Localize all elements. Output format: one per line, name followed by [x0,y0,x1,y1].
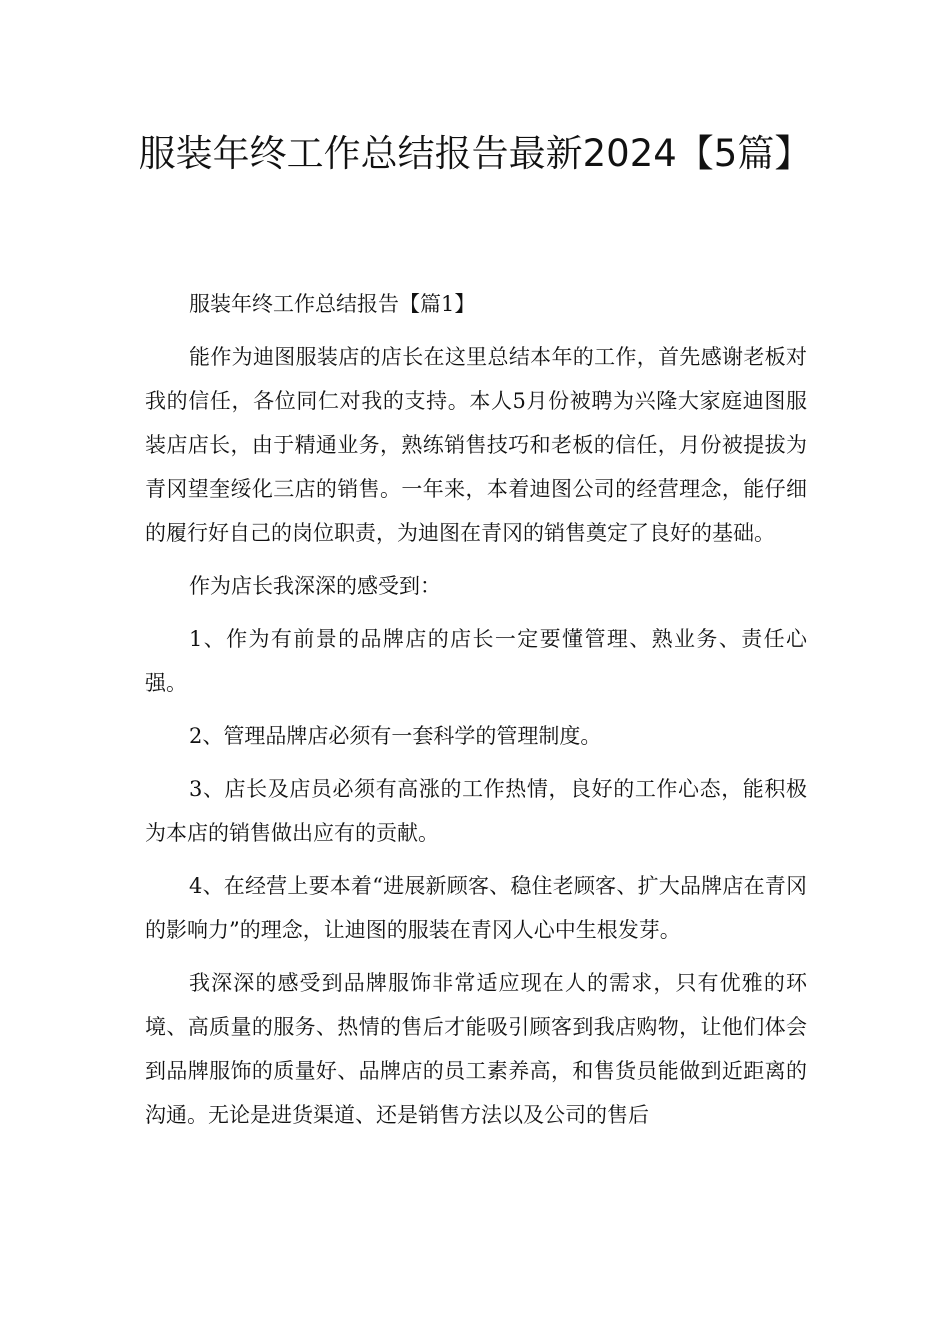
document-title: 服装年终工作总结报告最新2024【5篇】 [138,132,812,175]
paragraph: 能作为迪图服装店的店长在这里总结本年的工作，首先感谢老板对我的信任，各位同仁对我的支持。本人5月份被聘为兴隆大家庭迪图服装店店长，由于精通业务，熟练销售技巧和老板的信任，月份被提拔为青冈望奎绥化三店的销售。一年来，本着迪图公司的经营理念，能仔细的履行好自己的岗位职责，为迪图在青冈的销售奠定了良好的基础。 [145,345,807,545]
list-item: 1、作为有前景的品牌店的店长一定要懂管理、熟业务、责任心强。 [145,627,807,695]
paragraph: 我深深的感受到品牌服饰非常适应现在人的需求，只有优雅的环境、高质量的服务、热情的售后才能吸引顾客到我店购物，让他们体会到品牌服饰的质量好、品牌店的员工素养高，和售货员能做到近距离的沟通。无论是进货渠道、还是销售方法以及公司的售后 [145,971,807,1127]
list-item: 2、管理品牌店必须有一套科学的管理制度。 [189,724,602,748]
list-item: 4、在经营上要本着“进展新顾客、稳住老顾客、扩大品牌店在青冈的影响力”的理念，让迪图的服装在青冈人心中生根发芽。 [145,874,807,942]
paragraph: 作为店长我深深的感受到： [189,574,441,598]
document-body [145,282,807,1146]
section-heading: 服装年终工作总结报告【篇1】 [189,292,476,316]
list-item: 3、店长及店员必须有高涨的工作热情，良好的工作心态，能积极为本店的销售做出应有的贡献。 [145,777,807,845]
